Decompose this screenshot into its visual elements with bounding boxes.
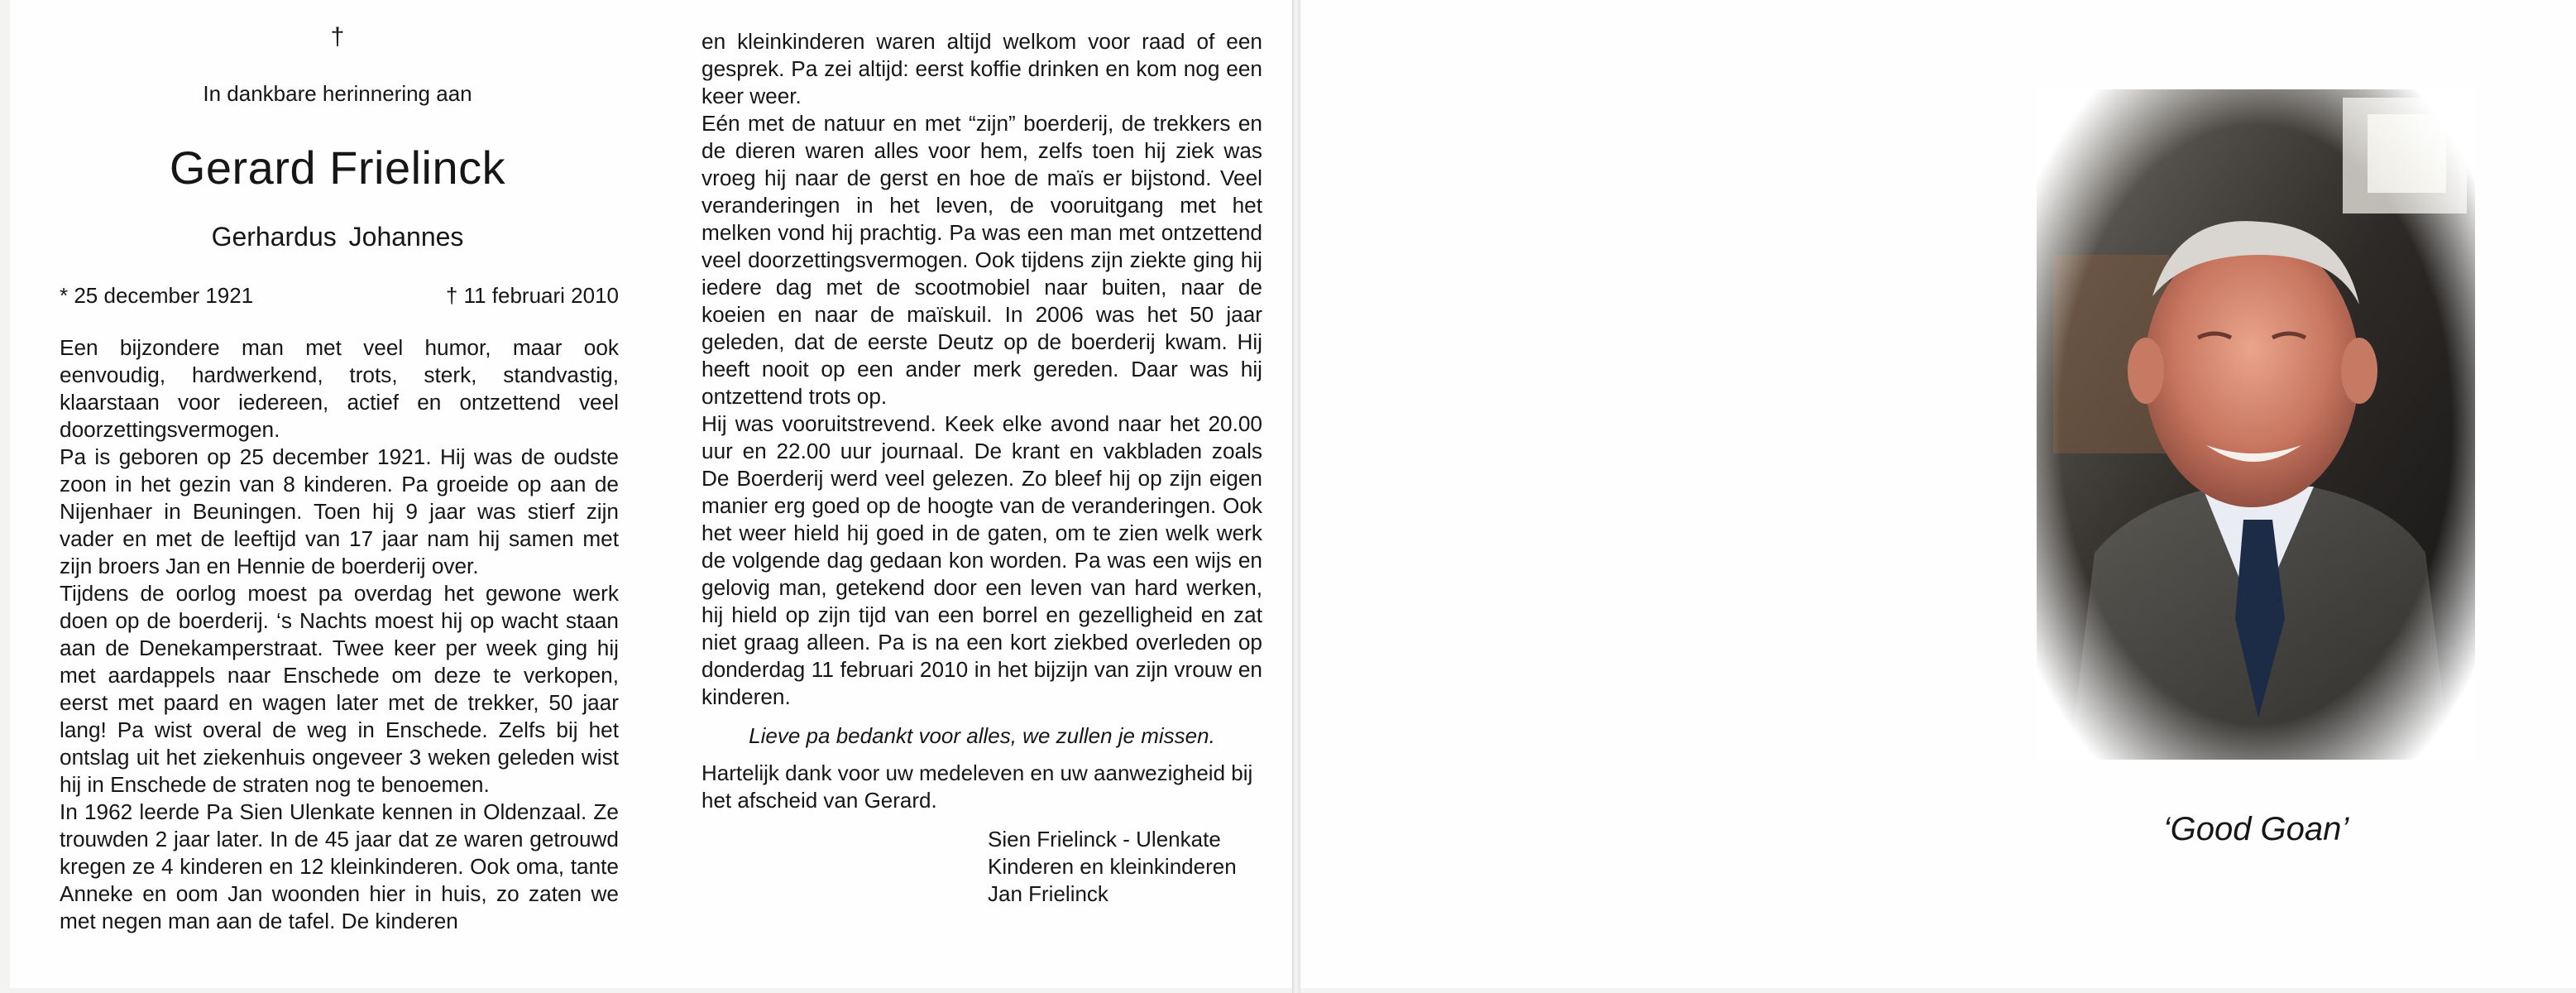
biography-paragraph: Pa is geboren op 25 december 1921. Hij was de oudste zoon in het gezin van 8 kinderen. Pa groeide op aan de Nijenhaer in Beuningen. Toen hij 9 jaar was stierf zijn vader en met de leeftijd van 17 jaar nam hij samen met zijn broers Jan en Hennie de boerderij over. xyxy=(60,444,619,578)
biography-paragraph: Een bijzondere man met veel humor, maar ook eenvoudig, hardwerkend, trots, sterk, standvastig, klaarstaan voor iedereen, actief en ontzettend veel doorzettingsvermogen. xyxy=(60,335,619,442)
signoff-line: Jan Frielinck xyxy=(988,881,1108,906)
outer-card-page xyxy=(1300,0,2576,988)
photo-caption: ‘Good Goan’ xyxy=(2162,811,2349,847)
signoff-block xyxy=(701,826,1262,908)
card-fold xyxy=(1292,0,1300,993)
intro-text: In dankbare herinnering aan xyxy=(203,81,472,106)
biography-paragraph: Tijdens de oorlog moest pa overdag het gewone werk doen op de boerderij. ‘s Nachts moest hij op wacht staan aan de Denekamperstraat. Twee keer per week ging hij met aardappels naar Enschede om deze te verkopen, eerst met paard en wagen later met de trekker, 50 jaar lang! Pa wist overal de weg in Enschede. Zelfs bij het ontslag uit het ziekenhuis ongeveer 3 weken geleden wist hij in Enschede de straten nog te benoemen. xyxy=(60,581,619,797)
biography-left xyxy=(60,334,619,935)
biography-paragraph: Eén met de natuur en met “zijn” boerderij, de trekkers en de dieren waren alles voor hem, zelfs toen hij ziek was vroeg hij naar de gerst en hoe de maïs er bijstond. Veel veranderingen in het leven, de vooruitgang met het melken vond hij prachtig. Pa was een man met ontzettend veel doorzettingsvermogen. Ook tijdens zijn ziekte ging hij iedere dag met de scootmobiel naar buiten, naar de koeien en naar de maïskuil. In 2006 was het 50 jaar geleden, dat de eerste Deutz op de boerderij kwam. Hij heeft nooit op een ander merk gereden. Daar was hij ontzettend trots op. xyxy=(701,111,1262,409)
signoff-line: Sien Frielinck - Ulenkate xyxy=(988,827,1221,851)
cross-symbol: † xyxy=(330,23,345,50)
biography-paragraph: en kleinkinderen waren altijd welkom voor raad of een gesprek. Pa zei altijd: eerst koffie drinken en kom nog een keer weer. xyxy=(701,29,1262,108)
given-names: Gerhardus Johannes xyxy=(211,222,464,252)
portrait-illustration xyxy=(2037,89,2475,760)
inner-card-page xyxy=(10,0,1292,988)
farewell-line: Lieve pa bedankt voor alles, we zullen je missen. xyxy=(749,723,1215,748)
thanks-text: Hartelijk dank voor uw medeleven en uw aanwezigheid bij het afscheid van Gerard. xyxy=(701,760,1253,813)
biography-paragraph: In 1962 leerde Pa Sien Ulenkate kennen in Oldenzaal. Ze trouwden 2 jaar later. In de 45 jaar dat ze waren getrouwd kregen ze 4 kinderen en 12 kleinkinderen. Ook oma, tante Anneke en oom Jan woonden hier in huis, zo zaten we met negen man aan de tafel. De kinderen xyxy=(60,799,619,933)
birth-date: * 25 december 1921 xyxy=(60,283,254,308)
deceased-name: Gerard Frielinck xyxy=(169,142,506,194)
biography-right xyxy=(701,28,1262,908)
portrait-photo xyxy=(2037,89,2475,760)
death-date: † 11 februari 2010 xyxy=(445,283,619,308)
biography-paragraph: Hij was vooruitstrevend. Keek elke avond naar het 20.00 uur en 22.00 uur journaal. De krant en vakbladen zoals De Boerderij werd veel gelezen. Zo bleef hij op zijn eigen manier erg goed op de hoogte van de veranderingen. Ook het weer hield hij goed in de gaten, om te zien welk werk de volgende dag gedaan kon worden. Pa was een wijs en gelovig man, getekend door een leven van hard werken, hij hield op zijn tijd van een borrel en gezelligheid en zat niet graag alleen. Pa is na een kort ziekbed overleden op donderdag 11 februari 2010 in het bijzijn van zijn vrouw en kinderen. xyxy=(701,411,1262,709)
life-dates xyxy=(60,283,619,309)
signoff-line: Kinderen en kleinkinderen xyxy=(988,854,1237,879)
